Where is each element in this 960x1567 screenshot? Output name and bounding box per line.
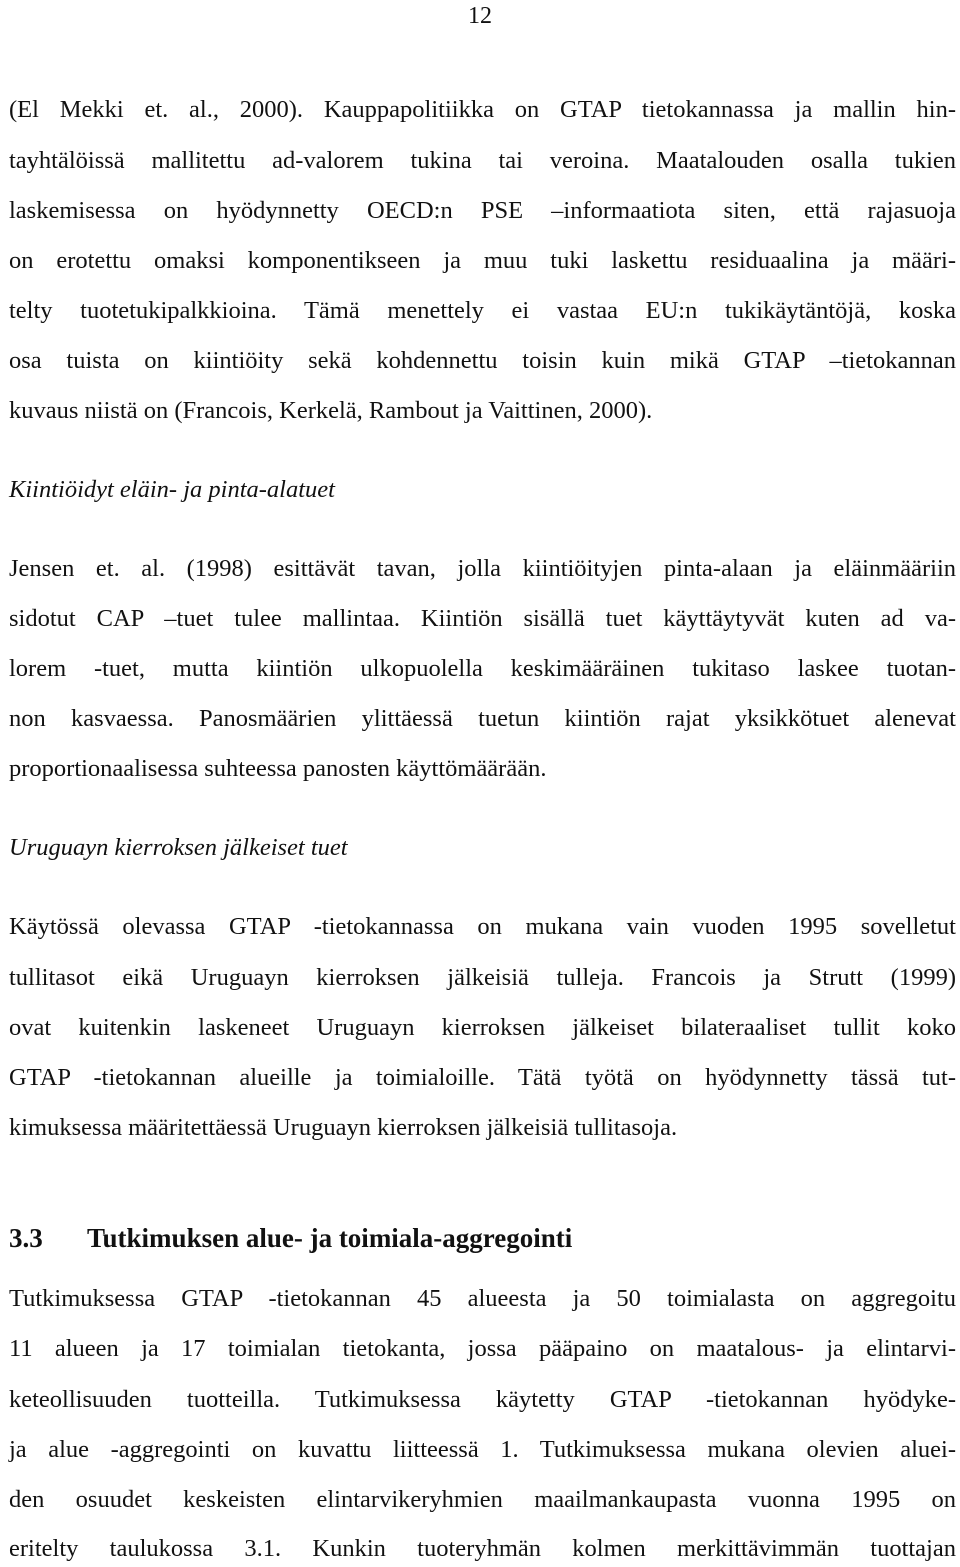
page-number: 12: [468, 3, 492, 29]
subheading-quota-subsidies: Kiintiöidyt eläin- ja pinta-alatuet: [9, 476, 335, 503]
paragraph-1-line: tayhtälöissä mallitettu ad-valorem tukina tai veroina. Maatalouden osalla tukien: [9, 147, 956, 174]
paragraph-3-line: Käytössä olevassa GTAP -tietokannassa on mukana vain vuoden 1995 sovelletut: [9, 913, 956, 940]
paragraph-4-line: Tutkimuksessa GTAP -tietokannan 45 alueesta ja 50 toimialasta on aggregoitu: [9, 1285, 956, 1312]
paragraph-1-line: on erotettu omaksi komponentikseen ja muu tuki laskettu residuaalina ja määri-: [9, 247, 956, 274]
paragraph-1-line: (El Mekki et. al., 2000). Kauppapolitiikka on GTAP tietokannassa ja mallin hin-: [9, 96, 956, 123]
paragraph-3-line: GTAP -tietokannan alueille ja toimialoille. Tätä työtä on hyödynnetty tässä tut-: [9, 1064, 956, 1091]
paragraph-1-line: osa tuista on kiintiöity sekä kohdennettu toisin kuin mikä GTAP –tietokannan: [9, 347, 956, 374]
paragraph-3-line: tullitasot eikä Uruguayn kierroksen jälkeisiä tulleja. Francois ja Strutt (1999): [9, 964, 956, 991]
paragraph-1-line: kuvaus niistä on (Francois, Kerkelä, Rambout ja Vaittinen, 2000).: [9, 397, 653, 424]
paragraph-2-line: Jensen et. al. (1998) esittävät tavan, jolla kiintiöityjen pinta-alaan ja eläinmääriin: [9, 555, 956, 582]
paragraph-1-line: telty tuotetukipalkkioina. Tämä menettely ei vastaa EU:n tukikäytäntöjä, koska: [9, 297, 956, 324]
section-heading: [9, 1221, 572, 1255]
paragraph-4-line: ja alue -aggregointi on kuvattu liitteessä 1. Tutkimuksessa mukana olevien aluei-: [9, 1436, 956, 1463]
paragraph-4-line: 11 alueen ja 17 toimialan tietokanta, jossa pääpaino on maatalous- ja elintarvi-: [9, 1335, 956, 1362]
paragraph-2-line: lorem -tuet, mutta kiintiön ulkopuolella keskimääräinen tukitaso laskee tuotan-: [9, 655, 956, 682]
paragraph-2-line: proportionaalisessa suhteessa panosten käyttömäärään.: [9, 755, 547, 782]
paragraph-4-line: keteollisuuden tuotteilla. Tutkimuksessa käytetty GTAP -tietokannan hyödyke-: [9, 1386, 956, 1413]
paragraph-4-line: den osuudet keskeisten elintarvikeryhmien maailmankaupasta vuonna 1995 on: [9, 1486, 956, 1513]
paragraph-2-line: non kasvaessa. Panosmäärien ylittäessä tuetun kiintiön rajat yksikkötuet alenevat: [9, 705, 956, 732]
subheading-uruguay-round: Uruguayn kierroksen jälkeiset tuet: [9, 834, 348, 861]
paragraph-4-line: eritelty taulukossa 3.1. Kunkin tuoteryhmän kolmen merkittävimmän tuottajan: [9, 1535, 956, 1562]
paragraph-2-line: sidotut CAP –tuet tulee mallintaa. Kiintiön sisällä tuet käyttäytyvät kuten ad va-: [9, 605, 956, 632]
paragraph-1-line: laskemisessa on hyödynnetty OECD:n PSE –informaatiota siten, että rajasuoja: [9, 197, 956, 224]
section-number: 3.3: [9, 1223, 43, 1253]
paragraph-3-line: kimuksessa määritettäessä Uruguayn kierroksen jälkeisiä tullitasoja.: [9, 1114, 678, 1141]
section-title: Tutkimuksen alue- ja toimiala-aggregointi: [87, 1223, 573, 1253]
paragraph-3-line: ovat kuitenkin laskeneet Uruguayn kierroksen jälkeiset bilateraaliset tullit koko: [9, 1014, 956, 1041]
